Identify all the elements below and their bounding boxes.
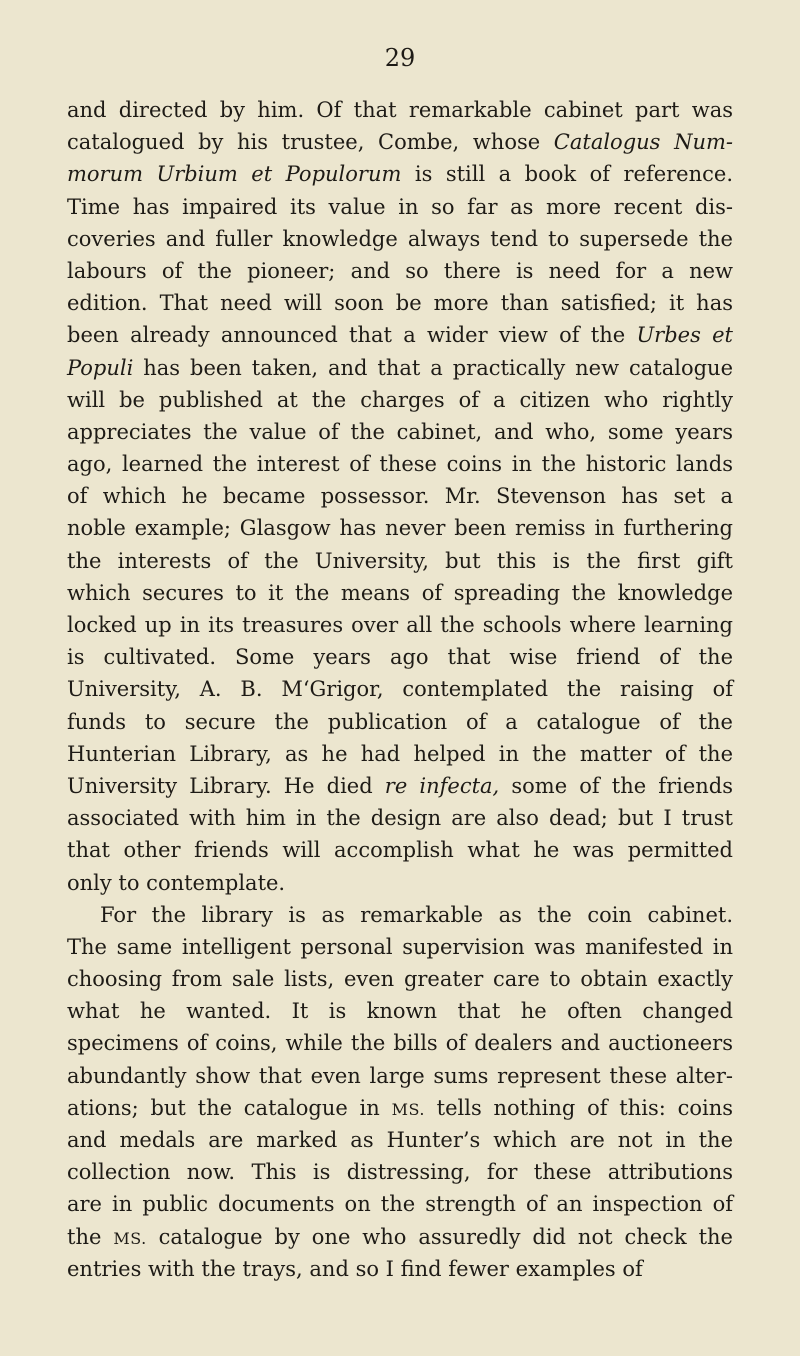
text-line xyxy=(67,577,733,609)
text-run: are in public documents on the strength of an inspection of xyxy=(67,1192,733,1217)
text-line xyxy=(67,867,733,899)
text-run: specimens of coins, while the bills of dealers and auctioneers xyxy=(67,1031,733,1056)
text-run: ations; but the catalogue in xyxy=(67,1095,392,1120)
text-line xyxy=(67,1188,733,1220)
text-run: of which he became possessor. Mr. Stevenson has set a xyxy=(67,484,733,509)
italic-text: morum Urbium et Populorum xyxy=(67,162,402,187)
text-run: has been taken, and that a practically new catalogue xyxy=(133,355,733,380)
text-line xyxy=(67,1092,733,1124)
text-line xyxy=(67,287,733,319)
text-run: appreciates the value of the cabinet, and who, some years xyxy=(67,419,733,444)
text-run: For the library is as remarkable as the coin cabinet. xyxy=(100,902,733,927)
text-run: Hunterian Library, as he had helped in the matter of the xyxy=(67,741,733,766)
text-run: catalogued by his trustee, Combe, whose xyxy=(67,130,554,155)
text-line xyxy=(67,738,733,770)
text-run: coveries and fuller knowledge always tend to supersede the xyxy=(67,226,733,251)
text-run: funds to secure the publication of a catalogue of the xyxy=(67,709,733,734)
text-line xyxy=(67,673,733,705)
text-run: ago, learned the interest of these coins in the historic lands xyxy=(67,452,733,477)
text-line xyxy=(67,158,733,190)
italic-text: Populi xyxy=(67,355,134,380)
text-line xyxy=(67,319,733,351)
text-run: University, A. B. M‘Grigor, contemplated the raising of xyxy=(67,677,733,702)
small-caps-text: MS. xyxy=(391,1099,425,1119)
italic-text: Urbes et xyxy=(636,323,733,348)
text-line xyxy=(67,834,733,866)
text-line xyxy=(67,94,733,126)
text-line xyxy=(67,995,733,1027)
text-line xyxy=(67,770,733,802)
text-run: locked up in its treasures over all the schools where learning xyxy=(67,613,733,637)
text-run: choosing from sale lists, even greater care to obtain exactly xyxy=(67,967,733,992)
text-run: associated with him in the design are also dead; but I trust xyxy=(67,806,733,831)
body-text xyxy=(67,94,733,1285)
text-line xyxy=(67,255,733,287)
text-run: edition. That need will soon be more than satisfied; it has xyxy=(67,291,733,316)
text-run: the xyxy=(67,1224,114,1249)
text-run: the interests of the University, but this is the first gift xyxy=(67,548,733,573)
text-line xyxy=(67,802,733,834)
text-run: tells nothing of this: coins xyxy=(424,1095,734,1120)
text-line xyxy=(67,512,733,544)
text-run: which secures to it the means of spreading the knowledge xyxy=(67,580,733,605)
text-line xyxy=(67,191,733,223)
text-line xyxy=(67,384,733,416)
text-line xyxy=(67,448,733,480)
small-caps-text: MS. xyxy=(113,1228,147,1248)
text-run: Time has impaired its value in so far as more recent dis- xyxy=(67,194,733,219)
text-run: that other friends will accomplish what he was permitted xyxy=(67,838,733,863)
text-line xyxy=(67,609,733,641)
page-number: 29 xyxy=(384,44,416,72)
text-line xyxy=(67,1253,733,1285)
text-line xyxy=(67,1221,733,1253)
text-line xyxy=(67,416,733,448)
text-run: and medals are marked as Hunter’s which are not in the xyxy=(67,1128,733,1152)
text-line xyxy=(67,641,733,673)
text-run: abundantly show that even large sums represent these alter- xyxy=(67,1063,733,1088)
text-line xyxy=(67,931,733,963)
text-run: been already announced that a wider view of the xyxy=(67,323,637,348)
text-line xyxy=(67,1124,733,1156)
text-line xyxy=(67,1027,733,1059)
text-run: will be published at the charges of a citizen who rightly xyxy=(67,387,733,412)
text-line xyxy=(67,352,733,384)
italic-text: re infecta, xyxy=(384,773,500,798)
text-run: and directed by him. Of that remarkable cabinet part was xyxy=(67,98,733,122)
text-line xyxy=(67,545,733,577)
text-line xyxy=(67,126,733,158)
text-line xyxy=(67,706,733,738)
text-run: what he wanted. It is known that he often changed xyxy=(67,999,733,1024)
text-run: entries with the trays, and so I find fewer examples of xyxy=(67,1256,643,1281)
text-run: some of the friends xyxy=(499,773,734,798)
text-run: noble example; Glasgow has never been remiss in furthering xyxy=(67,516,733,541)
italic-text: Catalogus Num- xyxy=(553,130,733,155)
text-run: catalogue by one who assuredly did not check the xyxy=(146,1224,733,1249)
text-run: is cultivated. Some years ago that wise friend of the xyxy=(67,645,733,670)
text-run: collection now. This is distressing, for these attributions xyxy=(67,1160,733,1185)
text-run: University Library. He died xyxy=(67,773,385,798)
text-line xyxy=(67,223,733,255)
text-line xyxy=(67,899,733,931)
text-run: labours of the pioneer; and so there is need for a new xyxy=(67,258,733,283)
text-line xyxy=(67,963,733,995)
text-line xyxy=(67,480,733,512)
text-line xyxy=(67,1060,733,1092)
text-run: is still a book of reference. xyxy=(401,162,733,187)
text-run: only to contemplate. xyxy=(67,870,286,895)
text-run: The same intelligent personal supervision was manifested in xyxy=(67,934,733,959)
text-line xyxy=(67,1156,733,1188)
